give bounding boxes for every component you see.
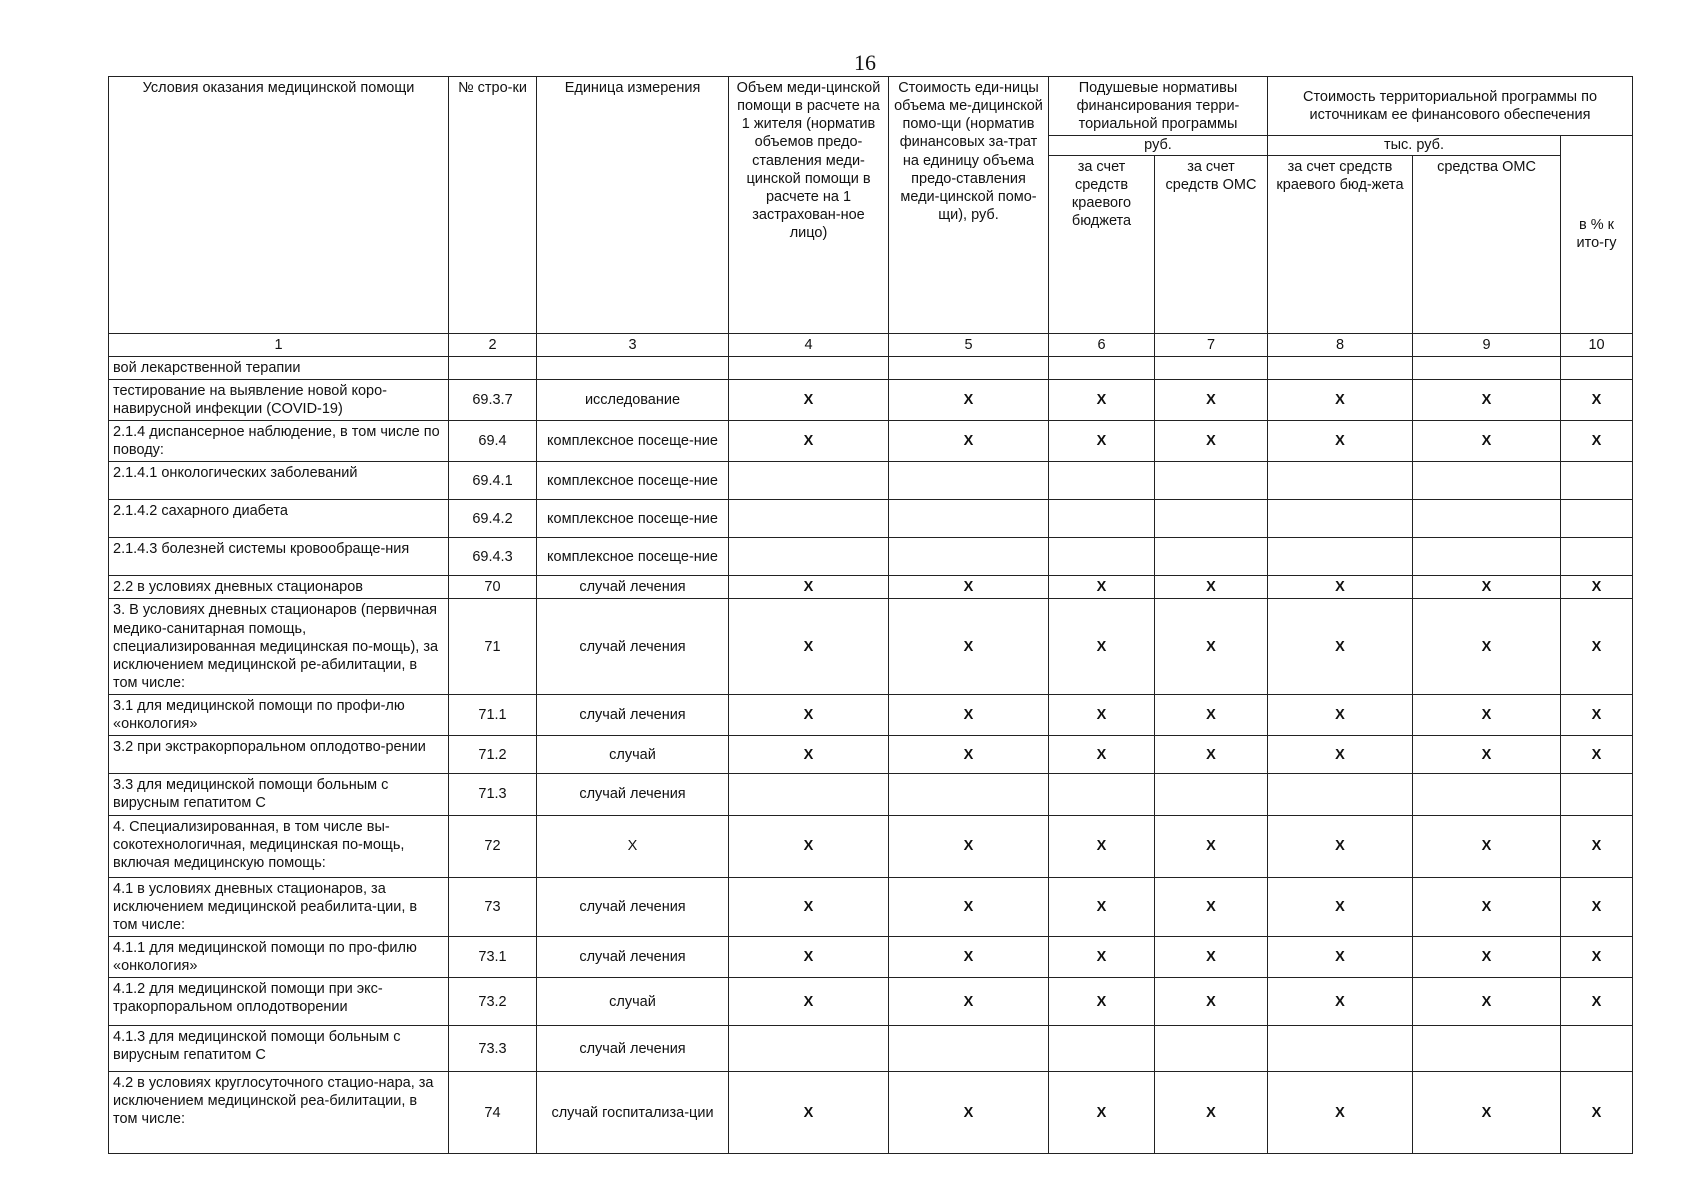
row-value — [1413, 538, 1561, 576]
row-value: X — [729, 576, 889, 599]
header-per-capita-budget: за счет средств краевого бюджета — [1049, 155, 1155, 333]
row-value: X — [1561, 379, 1633, 420]
row-value: X — [729, 695, 889, 736]
row-value: X — [1413, 599, 1561, 695]
table-row — [109, 538, 1633, 576]
row-value: X — [1268, 695, 1413, 736]
row-value: X — [889, 815, 1049, 877]
header-thous-rub: тыс. руб. — [1268, 136, 1561, 155]
row-code: 69.3.7 — [449, 379, 537, 420]
column-number-row — [109, 333, 1633, 356]
row-unit: комплексное посеще-ние — [537, 500, 729, 538]
row-value: X — [1413, 936, 1561, 977]
row-value: X — [1561, 421, 1633, 462]
row-value: X — [1049, 877, 1155, 936]
header-volume: Объем меди-цинской помощи в расчете на 1 жителя (норматив объемов предо-ставления меди-цинской помощи в расчете на 1 застрахован-ное лицо) — [729, 77, 889, 334]
table-row — [109, 736, 1633, 774]
row-label: 4.1.2 для медицинской помощи при экс-тракорпоральном оплодотворении — [109, 978, 449, 1026]
row-value — [729, 356, 889, 379]
header-cost-oms: средства ОМС — [1413, 155, 1561, 333]
row-value: X — [1049, 599, 1155, 695]
column-number: 5 — [889, 333, 1049, 356]
row-value: X — [1268, 936, 1413, 977]
row-label: 4.1 в условиях дневных стационаров, за исключением медицинской реабилита-ции, в том числе: — [109, 877, 449, 936]
row-value — [889, 500, 1049, 538]
row-value — [729, 500, 889, 538]
row-value — [1049, 1026, 1155, 1072]
row-value — [889, 774, 1049, 815]
row-value: X — [1268, 978, 1413, 1026]
row-label: 3.3 для медицинской помощи больным с вирусным гепатитом С — [109, 774, 449, 815]
row-unit: комплексное посеще-ние — [537, 421, 729, 462]
column-number: 1 — [109, 333, 449, 356]
header-row-no: № стро-ки — [449, 77, 537, 334]
column-number: 3 — [537, 333, 729, 356]
row-value — [1155, 462, 1268, 500]
header-program-cost: Стоимость территориальной программы по источникам ее финансового обеспечения — [1268, 77, 1633, 136]
table-row — [109, 599, 1633, 695]
row-unit: случай лечения — [537, 599, 729, 695]
row-unit: комплексное посеще-ние — [537, 462, 729, 500]
row-code: 71.1 — [449, 695, 537, 736]
row-value: X — [1268, 421, 1413, 462]
row-value — [1155, 538, 1268, 576]
header-per-capita: Подушевые нормативы финансирования терри-ториальной программы — [1049, 77, 1268, 136]
row-unit: случай лечения — [537, 695, 729, 736]
row-value: X — [889, 1072, 1049, 1154]
header-rub: руб. — [1049, 136, 1268, 155]
row-code: 69.4.2 — [449, 500, 537, 538]
table-row — [109, 379, 1633, 420]
row-label: 3.2 при экстракорпоральном оплодотво-рении — [109, 736, 449, 774]
header-unit: Единица измерения — [537, 77, 729, 334]
row-code: 71 — [449, 599, 537, 695]
row-value — [1268, 462, 1413, 500]
row-value: X — [1413, 736, 1561, 774]
table-row — [109, 356, 1633, 379]
row-value: X — [1413, 695, 1561, 736]
row-value: X — [1155, 736, 1268, 774]
row-value — [889, 462, 1049, 500]
row-unit — [537, 356, 729, 379]
row-value: X — [1413, 421, 1561, 462]
row-value: X — [1268, 1072, 1413, 1154]
row-value: X — [729, 379, 889, 420]
row-code: 74 — [449, 1072, 537, 1154]
row-value — [1049, 500, 1155, 538]
row-value: X — [1561, 978, 1633, 1026]
row-value: X — [1155, 936, 1268, 977]
row-label: 2.2 в условиях дневных стационаров — [109, 576, 449, 599]
row-value: X — [1561, 599, 1633, 695]
row-label: тестирование на выявление новой коро-навирусной инфекции (COVID-19) — [109, 379, 449, 420]
row-value: X — [729, 936, 889, 977]
row-value: X — [1413, 978, 1561, 1026]
table-row — [109, 1026, 1633, 1072]
row-value: X — [1049, 695, 1155, 736]
row-value: X — [889, 936, 1049, 977]
row-value — [1413, 356, 1561, 379]
row-value: X — [729, 1072, 889, 1154]
row-unit: X — [537, 815, 729, 877]
table-row — [109, 936, 1633, 977]
row-label: вой лекарственной терапии — [109, 356, 449, 379]
table-row — [109, 1072, 1633, 1154]
row-value: X — [889, 877, 1049, 936]
row-value: X — [1155, 576, 1268, 599]
row-value: X — [1561, 936, 1633, 977]
row-label: 3.1 для медицинской помощи по профи-лю «онкология» — [109, 695, 449, 736]
row-code: 73 — [449, 877, 537, 936]
row-unit: случай госпитализа-ции — [537, 1072, 729, 1154]
row-label: 4.1.1 для медицинской помощи по про-филю «онкология» — [109, 936, 449, 977]
row-value — [889, 1026, 1049, 1072]
row-value: X — [889, 576, 1049, 599]
row-value: X — [1155, 599, 1268, 695]
column-number: 9 — [1413, 333, 1561, 356]
row-unit: случай лечения — [537, 774, 729, 815]
row-value — [1413, 500, 1561, 538]
row-value — [1049, 774, 1155, 815]
row-value — [1155, 500, 1268, 538]
row-code: 73.3 — [449, 1026, 537, 1072]
row-value: X — [889, 736, 1049, 774]
row-value: X — [1268, 877, 1413, 936]
table-row — [109, 978, 1633, 1026]
row-code: 69.4 — [449, 421, 537, 462]
table-row — [109, 774, 1633, 815]
row-value — [1155, 356, 1268, 379]
row-label: 2.1.4 диспансерное наблюдение, в том числе по поводу: — [109, 421, 449, 462]
row-label: 4.1.3 для медицинской помощи больным с вирусным гепатитом С — [109, 1026, 449, 1072]
row-unit: случай лечения — [537, 936, 729, 977]
row-value: X — [729, 877, 889, 936]
row-value — [1561, 356, 1633, 379]
row-value: X — [729, 736, 889, 774]
row-label: 3. В условиях дневных стационаров (первичная медико-санитарная помощь, специализированная медицинская по-мощь), за исключением медицинской ре-абилитации, в том числе: — [109, 599, 449, 695]
header-cost: Стоимость еди-ницы объема ме-дицинской помо-щи (норматив финансовых за-трат на единицу объема предо-ставления меди-цинской помо-щи), руб. — [889, 77, 1049, 334]
column-number: 10 — [1561, 333, 1633, 356]
column-number: 2 — [449, 333, 537, 356]
row-code: 69.4.1 — [449, 462, 537, 500]
row-value — [1268, 774, 1413, 815]
row-value — [1049, 356, 1155, 379]
row-value: X — [1049, 379, 1155, 420]
row-value — [889, 538, 1049, 576]
row-value — [1268, 538, 1413, 576]
row-value — [1049, 462, 1155, 500]
row-label: 4.2 в условиях круглосуточного стацио-нара, за исключением медицинской реа-билитации, в том числе: — [109, 1072, 449, 1154]
row-value: X — [1268, 815, 1413, 877]
row-value: X — [1413, 1072, 1561, 1154]
row-value: X — [1561, 695, 1633, 736]
row-value: X — [889, 379, 1049, 420]
row-value — [1268, 1026, 1413, 1072]
row-value: X — [729, 599, 889, 695]
row-value — [1561, 462, 1633, 500]
row-value — [1413, 462, 1561, 500]
row-label: 4. Специализированная, в том числе вы-сокотехнологичная, медицинская по-мощь, включая медицинскую помощь: — [109, 815, 449, 877]
row-label: 2.1.4.1 онкологических заболеваний — [109, 462, 449, 500]
row-code: 71.2 — [449, 736, 537, 774]
header-conditions: Условия оказания медицинской помощи — [109, 77, 449, 334]
row-value — [1268, 356, 1413, 379]
row-value: X — [1413, 815, 1561, 877]
table-row — [109, 576, 1633, 599]
row-value — [729, 462, 889, 500]
header-per-capita-oms: за счет средств ОМС — [1155, 155, 1268, 333]
row-value: X — [1155, 877, 1268, 936]
row-value — [729, 538, 889, 576]
row-value: X — [1413, 576, 1561, 599]
row-code: 72 — [449, 815, 537, 877]
row-value: X — [1049, 1072, 1155, 1154]
row-value: X — [1268, 379, 1413, 420]
row-value: X — [1155, 695, 1268, 736]
row-value — [1155, 1026, 1268, 1072]
row-value: X — [1049, 736, 1155, 774]
row-value: X — [729, 421, 889, 462]
row-unit: случай лечения — [537, 877, 729, 936]
row-unit: случай лечения — [537, 576, 729, 599]
table-row — [109, 815, 1633, 877]
row-value: X — [1268, 736, 1413, 774]
row-value: X — [1268, 576, 1413, 599]
row-value: X — [1155, 978, 1268, 1026]
row-value: X — [889, 421, 1049, 462]
table-row — [109, 877, 1633, 936]
row-value — [1049, 538, 1155, 576]
row-value: X — [1155, 815, 1268, 877]
row-value: X — [1155, 421, 1268, 462]
row-value: X — [1561, 736, 1633, 774]
column-number: 8 — [1268, 333, 1413, 356]
row-code: 71.3 — [449, 774, 537, 815]
row-value: X — [1049, 576, 1155, 599]
row-value: X — [1155, 1072, 1268, 1154]
row-value — [1561, 774, 1633, 815]
row-unit: комплексное посеще-ние — [537, 538, 729, 576]
row-unit: случай — [537, 978, 729, 1026]
row-value: X — [1268, 599, 1413, 695]
row-value — [889, 356, 1049, 379]
row-value — [1561, 538, 1633, 576]
row-value: X — [1413, 379, 1561, 420]
row-value: X — [1413, 877, 1561, 936]
row-value: X — [889, 599, 1049, 695]
row-value: X — [1049, 421, 1155, 462]
column-number: 4 — [729, 333, 889, 356]
column-number: 7 — [1155, 333, 1268, 356]
row-unit: случай — [537, 736, 729, 774]
table-body — [109, 356, 1633, 1154]
row-value: X — [1049, 936, 1155, 977]
row-code: 73.2 — [449, 978, 537, 1026]
header-percent: в % к ито-гу — [1561, 136, 1633, 333]
row-value: X — [1049, 815, 1155, 877]
row-value: X — [729, 815, 889, 877]
row-label: 2.1.4.3 болезней системы кровообраще-ния — [109, 538, 449, 576]
row-label: 2.1.4.2 сахарного диабета — [109, 500, 449, 538]
row-value: X — [1561, 815, 1633, 877]
table-row — [109, 421, 1633, 462]
row-value: X — [729, 978, 889, 1026]
row-value: X — [1155, 379, 1268, 420]
row-value — [1561, 1026, 1633, 1072]
row-code: 73.1 — [449, 936, 537, 977]
row-value: X — [889, 695, 1049, 736]
row-code — [449, 356, 537, 379]
column-number: 6 — [1049, 333, 1155, 356]
header-cost-budget: за счет средств краевого бюд-жета — [1268, 155, 1413, 333]
row-value — [1561, 500, 1633, 538]
row-unit: исследование — [537, 379, 729, 420]
table-row — [109, 462, 1633, 500]
row-value — [1155, 774, 1268, 815]
row-value: X — [1561, 1072, 1633, 1154]
row-value: X — [1049, 978, 1155, 1026]
row-value: X — [1561, 576, 1633, 599]
row-code: 69.4.3 — [449, 538, 537, 576]
row-value: X — [889, 978, 1049, 1026]
row-value: X — [1561, 877, 1633, 936]
row-code: 70 — [449, 576, 537, 599]
row-value — [1413, 774, 1561, 815]
row-value — [1413, 1026, 1561, 1072]
row-value — [729, 774, 889, 815]
table-row — [109, 500, 1633, 538]
territorial-program-table — [108, 76, 1633, 1154]
row-value — [729, 1026, 889, 1072]
table-row — [109, 695, 1633, 736]
row-value — [1268, 500, 1413, 538]
row-unit: случай лечения — [537, 1026, 729, 1072]
page-number: 16 — [854, 50, 876, 75]
